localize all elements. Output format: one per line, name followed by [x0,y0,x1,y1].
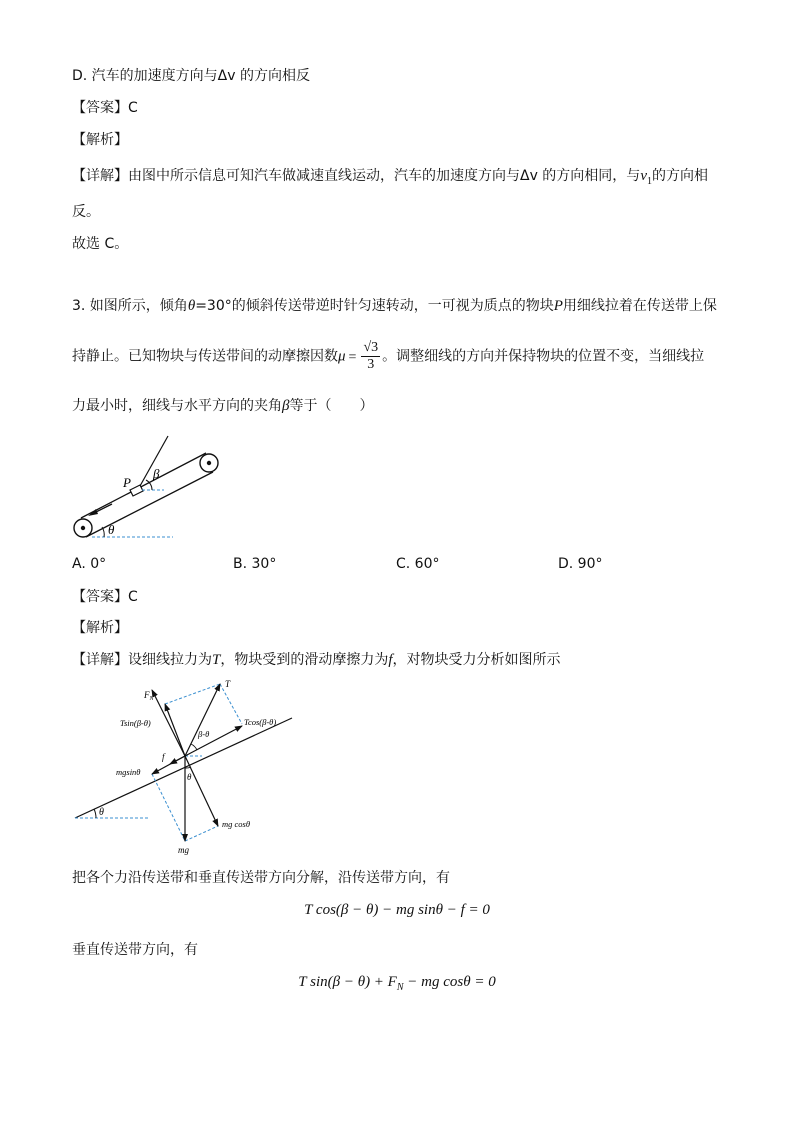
mg-label: mg [178,845,189,855]
option-d-q3: D. 90° [558,556,603,572]
mu-fraction: $\frac{√3}{3}$ [363,340,379,372]
answer-value: C [128,100,138,116]
fn-label: $F_N$ [144,690,154,702]
detail-line-1 [72,166,708,192]
detail-label: 【详解】 [72,652,128,668]
option-d: D. 汽车的加速度方向与Δv 的方向相反 [72,68,310,84]
option-a: A. 0° [72,556,107,572]
f-label: f [162,752,165,762]
conveyor-figure [68,430,228,546]
conclusion: 故选 C。 [72,236,129,252]
detail-text-end: 的方向相 [651,168,708,184]
tsin-arrow [165,704,185,756]
block-p [130,485,143,496]
detail-line-2: 反。 [72,204,100,220]
q3-answer-line [72,587,138,607]
mgsin-label: mgsinθ [116,767,141,777]
q3-detail: 【详解】设细线拉力为T，物块受到的滑动摩擦力为f，对物块受力分析如图所示 [72,652,561,668]
decompose-text: 把各个力沿传送带和垂直传送带方向分解，沿传送带方向，有 [72,870,450,886]
theta-small-label: θ [187,772,192,782]
v1-symbol: $v_1$ [640,168,652,187]
tcos-label: Tcos(β-θ) [244,717,277,727]
q3-analysis-label: 【解析】 [72,620,128,636]
detail-label: 【详解】 [72,168,128,184]
normal-force-arrow [152,690,185,756]
theta-base-label: θ [99,807,104,818]
q3-stem-3: 力最小时，细线与水平方向的夹角β等于（ ） [72,398,374,414]
beta-theta-label: β-θ [198,729,210,739]
answer-value: C [128,589,138,605]
analysis-label: 【解析】 [72,132,128,148]
p-label: P [123,475,131,490]
answer-label: 【答案】 [72,589,128,605]
mgcos-arrow [185,756,218,826]
tsin-label: Tsin(β-θ) [120,718,151,728]
q3-stem-1: 3. 如图所示，倾角θ=30°的倾斜传送带逆时针匀速转动，一可视为质点的物块P用细线拉着在传送带上保 [72,298,717,314]
t-label: T [225,679,231,689]
perp-text: 垂直传送带方向，有 [72,942,198,958]
friction-arrow [170,756,185,764]
theta-label: θ [108,522,115,537]
equation-1: T cos(β − θ) − mg sinθ − f = 0 [304,902,490,918]
q3-stem-2: 持静止。已知物块与传送带间的动摩擦因数μ = $\frac{√3}{3}$ 。调整细线的方向并保持物块的位置不变，当细线拉 [72,340,705,372]
answer-label: 【答案】 [72,100,128,116]
beta-label: β [153,466,160,481]
detail-text: 由图中所示信息可知汽车做减速直线运动，汽车的加速度方向与Δv 的方向相同，与 [128,168,641,184]
force-diagram [70,676,310,856]
option-c: C. 60° [396,556,440,572]
equation-2: T $\sin(\beta - \theta) + F_N$ − mg cosθ = 0 [298,974,496,993]
answer-line [72,98,138,118]
incline-line [75,718,292,818]
option-b: B. 30° [233,556,277,572]
mgcos-label: mg cosθ [222,819,251,829]
tcos-arrow [185,726,242,756]
